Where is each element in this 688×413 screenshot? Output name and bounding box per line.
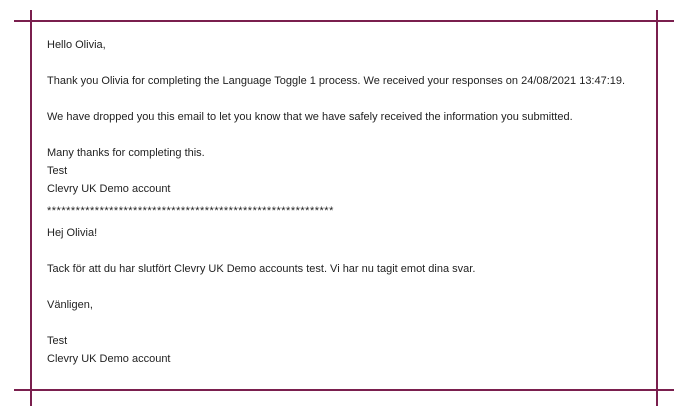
- signature-name-swedish: Test: [47, 335, 68, 347]
- language-separator: ************************************************************: [47, 205, 334, 217]
- greeting-english: Hello Olivia,: [47, 39, 106, 51]
- email-body: [47, 36, 647, 368]
- frame-line-left: [30, 10, 32, 406]
- thanks-message-swedish: Tack för att du har slutfört Clevry UK Demo accounts test. Vi har nu tagit emot dina svar.: [47, 263, 476, 275]
- closing-english: Many thanks for completing this.: [47, 147, 205, 159]
- signature-name-english: Test: [47, 165, 68, 177]
- frame-line-top: [14, 20, 674, 22]
- closing-swedish: Vänligen,: [47, 299, 93, 311]
- greeting-swedish: Hej Olivia!: [47, 227, 98, 239]
- thanks-message-english: Thank you Olivia for completing the Language Toggle 1 process. We received your responses on 24/08/2021 13:47:19.: [47, 75, 626, 87]
- frame-line-right: [656, 10, 658, 406]
- signature-org-swedish: Clevry UK Demo account: [47, 353, 171, 365]
- frame-line-bottom: [14, 389, 674, 391]
- info-message-english: We have dropped you this email to let you know that we have safely received the information you submitted.: [47, 111, 573, 123]
- signature-org-english: Clevry UK Demo account: [47, 183, 171, 195]
